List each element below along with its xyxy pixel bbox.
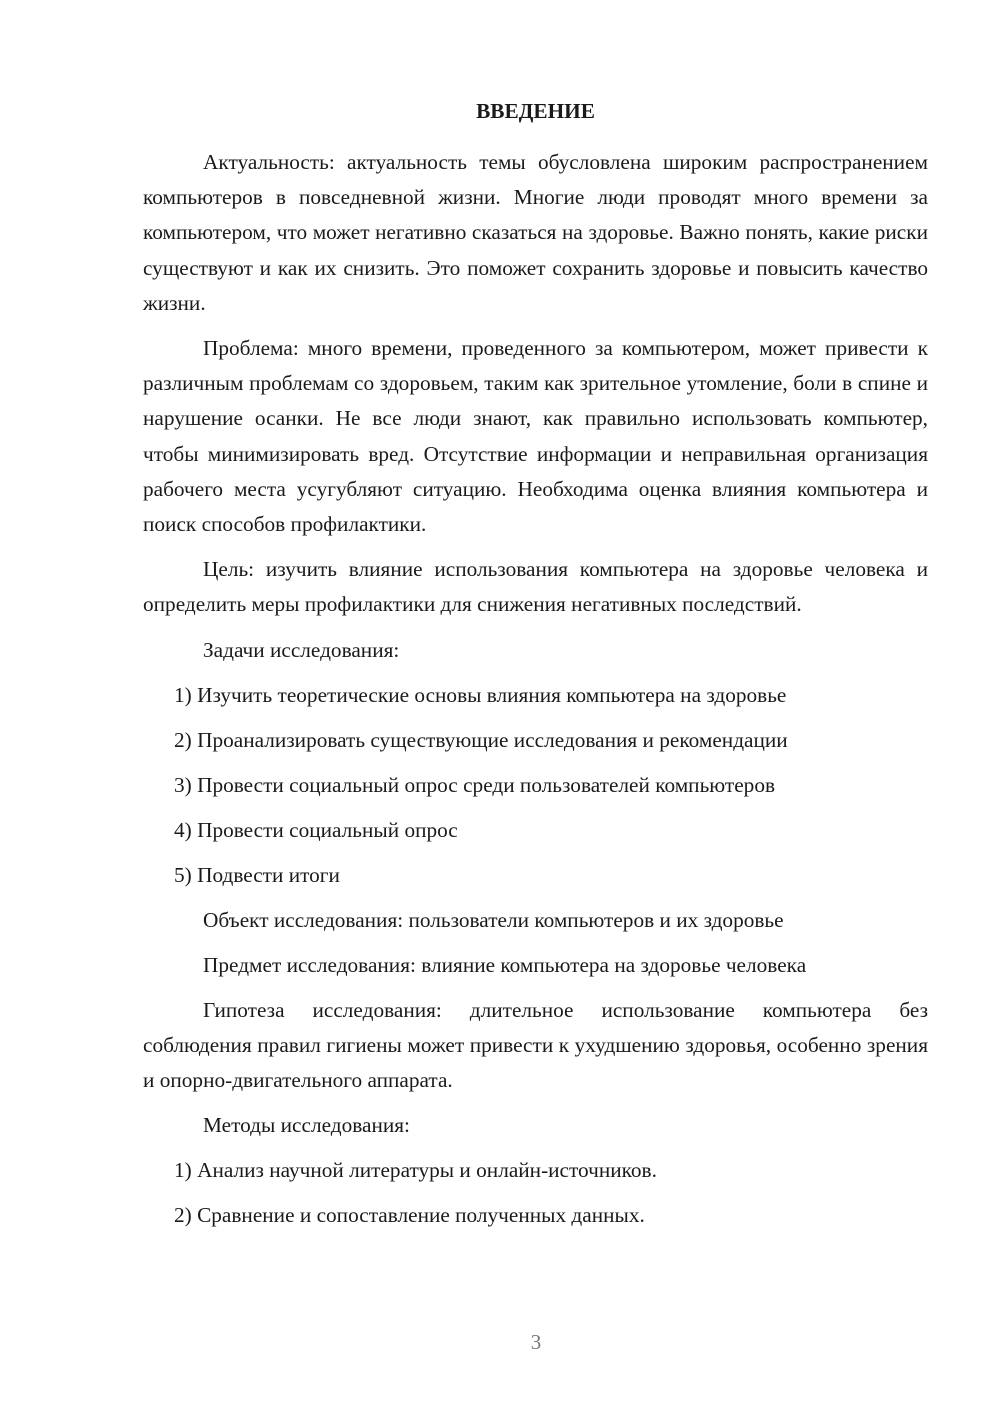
task-item: 3) Провести социальный опрос среди пользователей компьютеров	[174, 772, 776, 797]
page-number: 3	[530, 1330, 542, 1354]
tasks-heading: Задачи исследования:	[203, 637, 400, 662]
task-item: 1) Изучить теоретические основы влияния компьютера на здоровье	[174, 682, 787, 707]
page-content	[143, 96, 928, 1243]
page-title: ВВЕДЕНИЕ	[476, 99, 595, 123]
hypothesis-paragraph: Гипотеза исследования: длительное использование компьютера без соблюдения правил гигиены может привести к ухудшению здоровья, особенно зрения и опорно-двигательного аппарата.	[143, 997, 928, 1093]
task-item: 2) Проанализировать существующие исследования и рекомендации	[174, 727, 788, 752]
actuality-paragraph: Актуальность: актуальность темы обусловлена широким распространением компьютеров в повседневной жизни. Многие люди проводят много времени за компьютером, что может негативно сказаться на здоровье. Важно понять, какие риски существуют и как их снизить. Это поможет сохранить здоровье и повысить качество жизни.	[143, 150, 928, 315]
research-object: Объект исследования: пользователи компьютеров и их здоровье	[203, 907, 784, 932]
method-item: 2) Сравнение и сопоставление полученных данных.	[174, 1203, 645, 1228]
goal-paragraph: Цель: изучить влияние использования компьютера на здоровье человека и определить меры профилактики для снижения негативных последствий.	[143, 557, 928, 617]
research-subject: Предмет исследования: влияние компьютера на здоровье человека	[203, 952, 807, 977]
task-item: 5) Подвести итоги	[174, 862, 340, 887]
problem-paragraph: Проблема: много времени, проведенного за компьютером, может привести к различным проблемам со здоровьем, таким как зрительное утомление, боли в спине и нарушение осанки. Не все люди знают, как правильно использовать компьютер, чтобы минимизировать вред. Отсутствие информации и неправильная организация рабочего места усугубляют ситуацию. Необходима оценка влияния компьютера и поиск способов профилактики.	[143, 336, 928, 537]
methods-heading: Методы исследования:	[203, 1113, 410, 1138]
method-item: 1) Анализ научной литературы и онлайн-источников.	[174, 1158, 657, 1183]
task-item: 4) Провести социальный опрос	[174, 817, 458, 842]
